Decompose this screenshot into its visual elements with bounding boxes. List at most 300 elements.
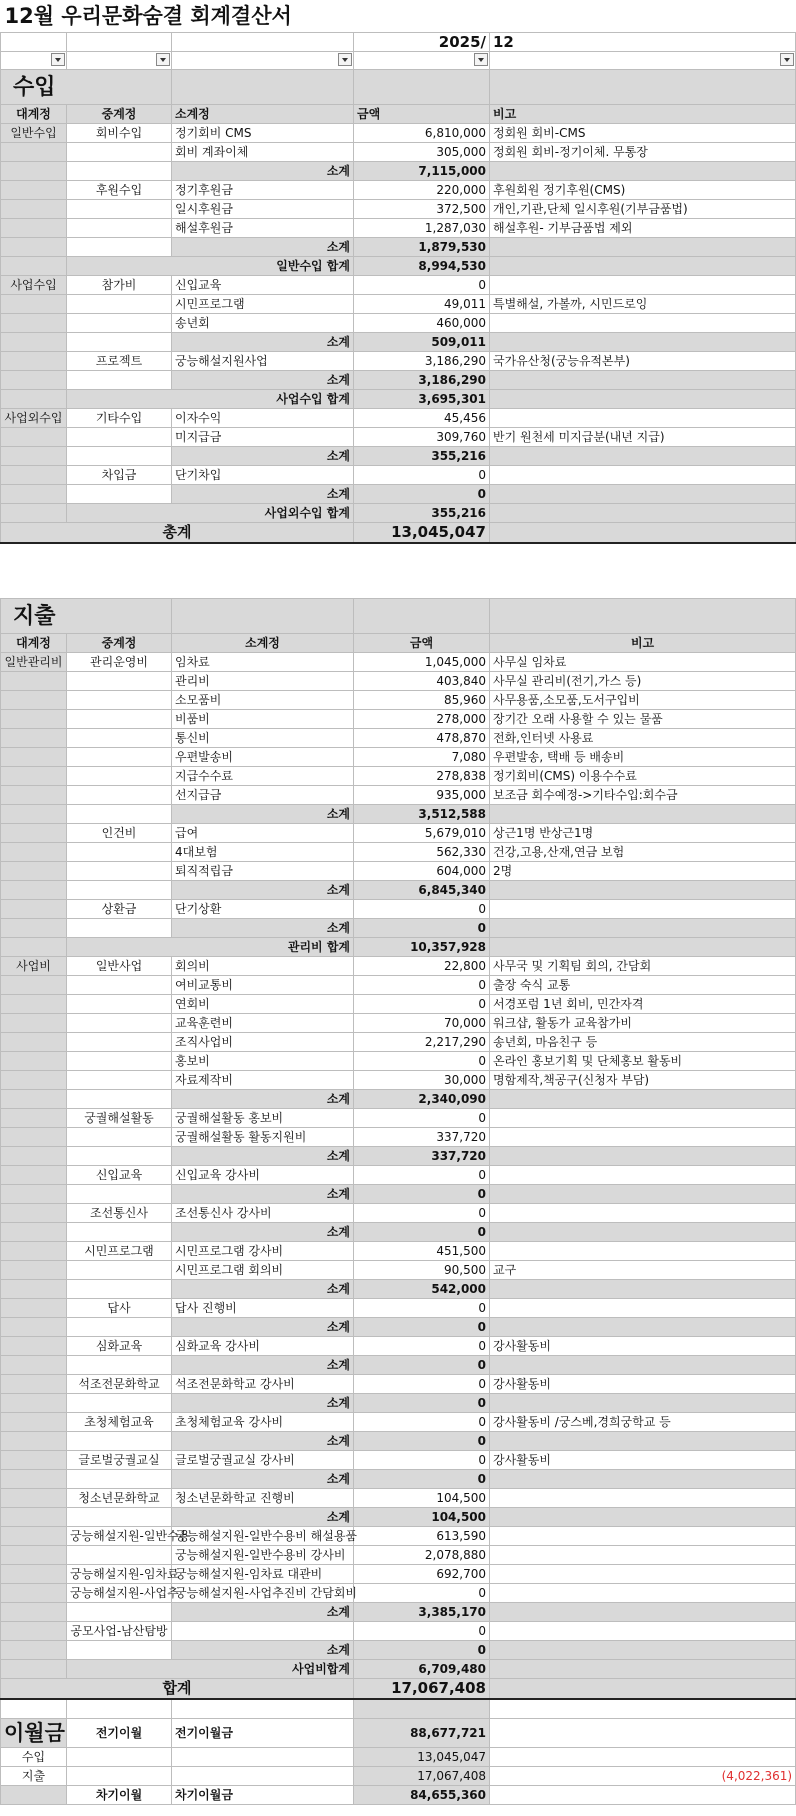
major-account[interactable] (1, 1318, 67, 1337)
amount[interactable]: 403,840 (354, 672, 490, 691)
col-minor-header[interactable]: 소계정 (172, 105, 354, 124)
amount[interactable]: 22,800 (354, 957, 490, 976)
amount[interactable]: 0 (354, 1299, 490, 1318)
subtotal-label[interactable]: 소계 (172, 1470, 354, 1489)
note[interactable]: 강사활동비 /궁스베,경희궁학교 등 (490, 1413, 796, 1432)
amount[interactable]: 0 (354, 1375, 490, 1394)
empty-cell[interactable] (490, 580, 796, 599)
major-account[interactable] (1, 1185, 67, 1204)
middle-account[interactable]: 궁궐해설활동 (67, 1109, 172, 1128)
major-account[interactable]: 사업비 (1, 957, 67, 976)
subtotal-amount[interactable]: 0 (354, 1641, 490, 1660)
major-account[interactable] (1, 1451, 67, 1470)
col-middle-header[interactable]: 중계정 (67, 105, 172, 124)
cell[interactable] (490, 70, 796, 105)
major-account[interactable] (1, 504, 67, 523)
minor-account[interactable]: 궁궐해설활동 활동지원비 (172, 1128, 354, 1147)
section-total-amount[interactable]: 6,709,480 (354, 1660, 490, 1679)
subtotal-amount[interactable]: 104,500 (354, 1508, 490, 1527)
middle-account[interactable] (67, 1071, 172, 1090)
empty-cell[interactable] (67, 562, 172, 580)
subtotal-amount[interactable]: 3,186,290 (354, 371, 490, 390)
minor-account[interactable]: 연회비 (172, 995, 354, 1014)
subtotal-amount[interactable]: 0 (354, 919, 490, 938)
major-account[interactable] (1, 1356, 67, 1375)
middle-account[interactable] (67, 805, 172, 824)
middle-account[interactable] (67, 995, 172, 1014)
middle-account[interactable] (67, 710, 172, 729)
col-note-header[interactable]: 비고 (490, 105, 796, 124)
amount[interactable]: 0 (354, 1622, 490, 1641)
middle-account[interactable]: 궁능해설지원-일반수용 (67, 1527, 172, 1546)
middle-account[interactable]: 인건비 (67, 824, 172, 843)
major-account[interactable] (1, 1413, 67, 1432)
grand-total-label[interactable]: 총계 (1, 523, 354, 544)
amount[interactable]: 451,500 (354, 1242, 490, 1261)
empty-cell[interactable] (354, 543, 490, 562)
middle-account[interactable]: 석조전문화학교 (67, 1375, 172, 1394)
subtotal-amount[interactable]: 509,011 (354, 333, 490, 352)
note[interactable]: 2명 (490, 862, 796, 881)
middle-account[interactable] (67, 1185, 172, 1204)
major-account[interactable] (1, 672, 67, 691)
minor-account[interactable]: 궁능해설지원-사업추진비 간담회비 (172, 1584, 354, 1603)
filter-dropdown-icon[interactable] (51, 53, 65, 66)
note[interactable] (490, 1204, 796, 1223)
subtotal-amount[interactable]: 0 (354, 1394, 490, 1413)
col-amount-header[interactable]: 금액 (354, 105, 490, 124)
note[interactable] (490, 466, 796, 485)
filter-dropdown-icon[interactable] (780, 53, 794, 66)
note[interactable] (490, 1622, 796, 1641)
note[interactable] (490, 1166, 796, 1185)
note[interactable] (490, 1660, 796, 1679)
major-account[interactable] (1, 805, 67, 824)
major-account[interactable] (1, 1603, 67, 1622)
subtotal-label[interactable]: 소계 (172, 1641, 354, 1660)
minor-account[interactable]: 회비 계좌이체 (172, 143, 354, 162)
subtotal-label[interactable]: 소계 (172, 333, 354, 352)
empty-cell[interactable] (490, 562, 796, 580)
middle-account[interactable]: 공모사업-남산탐방 (67, 1622, 172, 1641)
note[interactable] (490, 1242, 796, 1261)
note[interactable] (490, 238, 796, 257)
middle-account[interactable] (67, 1014, 172, 1033)
minor-account[interactable]: 궁능해설지원사업 (172, 352, 354, 371)
subtotal-amount[interactable]: 355,216 (354, 447, 490, 466)
minor-account[interactable]: 미지급금 (172, 428, 354, 447)
grand-total-amount[interactable]: 17,067,408 (354, 1679, 490, 1700)
amount[interactable]: 0 (354, 995, 490, 1014)
minor-account[interactable]: 일시후원금 (172, 200, 354, 219)
middle-account[interactable] (67, 238, 172, 257)
section-total-label[interactable]: 일반수입 합계 (67, 257, 354, 276)
major-account[interactable] (1, 843, 67, 862)
subtotal-amount[interactable]: 0 (354, 485, 490, 504)
empty-cell[interactable] (1, 580, 67, 599)
empty-cell[interactable] (354, 1699, 490, 1719)
middle-account[interactable] (67, 1603, 172, 1622)
note[interactable]: 송년회, 마음친구 등 (490, 1033, 796, 1052)
subtotal-amount[interactable]: 2,340,090 (354, 1090, 490, 1109)
amount[interactable]: 562,330 (354, 843, 490, 862)
major-account[interactable] (1, 181, 67, 200)
col-middle-header[interactable]: 중계정 (67, 634, 172, 653)
minor-account[interactable]: 시민프로그램 강사비 (172, 1242, 354, 1261)
minor-account[interactable]: 우편발송비 (172, 748, 354, 767)
note[interactable]: 정기회비(CMS) 이용수수료 (490, 767, 796, 786)
major-account[interactable] (1, 485, 67, 504)
subtotal-label[interactable]: 소계 (172, 1356, 354, 1375)
amount[interactable]: 6,810,000 (354, 124, 490, 143)
subtotal-amount[interactable]: 0 (354, 1223, 490, 1242)
section-total-amount[interactable]: 10,357,928 (354, 938, 490, 957)
empty-cell[interactable] (172, 1748, 354, 1767)
minor-account[interactable]: 지급수수료 (172, 767, 354, 786)
note[interactable] (490, 1489, 796, 1508)
subtotal-label[interactable]: 소계 (172, 1318, 354, 1337)
amount[interactable]: 0 (354, 976, 490, 995)
major-account[interactable] (1, 1280, 67, 1299)
minor-account[interactable]: 임차료 (172, 653, 354, 672)
subtotal-label[interactable]: 소계 (172, 1394, 354, 1413)
minor-account[interactable]: 이자수익 (172, 409, 354, 428)
note[interactable] (490, 919, 796, 938)
note[interactable]: 보조금 회수예정->기타수입:회수금 (490, 786, 796, 805)
subtotal-label[interactable]: 소계 (172, 162, 354, 181)
amount[interactable]: 0 (354, 1204, 490, 1223)
minor-account[interactable]: 4대보험 (172, 843, 354, 862)
cell[interactable] (172, 70, 354, 105)
middle-account[interactable]: 시민프로그램 (67, 1242, 172, 1261)
empty-cell[interactable] (172, 1767, 354, 1786)
empty-cell[interactable] (1, 543, 67, 562)
amount[interactable]: 613,590 (354, 1527, 490, 1546)
amount[interactable]: 0 (354, 900, 490, 919)
middle-account[interactable]: 후원수입 (67, 181, 172, 200)
minor-account[interactable]: 회의비 (172, 957, 354, 976)
middle-account[interactable] (67, 219, 172, 238)
amount[interactable]: 1,045,000 (354, 653, 490, 672)
amount[interactable]: 7,080 (354, 748, 490, 767)
middle-account[interactable] (67, 862, 172, 881)
note[interactable] (490, 1719, 796, 1748)
middle-account[interactable] (67, 1546, 172, 1565)
amount[interactable]: 5,679,010 (354, 824, 490, 843)
major-account[interactable] (1, 390, 67, 409)
amount[interactable]: 309,760 (354, 428, 490, 447)
note[interactable]: 전화,인터넷 사용료 (490, 729, 796, 748)
major-account[interactable] (1, 1432, 67, 1451)
filter-dropdown-icon[interactable] (338, 53, 352, 66)
note[interactable]: 출장 숙식 교통 (490, 976, 796, 995)
major-account[interactable] (1, 976, 67, 995)
note[interactable] (490, 1109, 796, 1128)
subtotal-label[interactable]: 소계 (172, 1280, 354, 1299)
note[interactable] (490, 371, 796, 390)
carry-income-amount[interactable]: 13,045,047 (354, 1748, 490, 1767)
major-account[interactable]: 일반수입 (1, 124, 67, 143)
major-account[interactable] (1, 352, 67, 371)
carry-section-title[interactable]: 이월금 (1, 1719, 67, 1748)
note[interactable] (490, 504, 796, 523)
amount[interactable]: 372,500 (354, 200, 490, 219)
note[interactable] (490, 1603, 796, 1622)
major-account[interactable] (1, 447, 67, 466)
major-account[interactable] (1, 710, 67, 729)
empty-cell[interactable] (67, 1699, 172, 1719)
major-account[interactable] (1, 786, 67, 805)
major-account[interactable] (1, 143, 67, 162)
note[interactable]: 사무실 임차료 (490, 653, 796, 672)
amount[interactable]: 460,000 (354, 314, 490, 333)
carry-prev-label[interactable]: 전기이월 (67, 1719, 172, 1748)
empty-cell[interactable] (490, 543, 796, 562)
minor-account[interactable] (172, 1622, 354, 1641)
minor-account[interactable]: 글로벌궁궐교실 강사비 (172, 1451, 354, 1470)
amount[interactable]: 45,456 (354, 409, 490, 428)
subtotal-label[interactable]: 소계 (172, 1185, 354, 1204)
minor-account[interactable]: 궁능해설지원-일반수용비 해설용품 (172, 1527, 354, 1546)
major-account[interactable] (1, 1337, 67, 1356)
empty-cell[interactable] (172, 1699, 354, 1719)
major-account[interactable] (1, 824, 67, 843)
major-account[interactable] (1, 1660, 67, 1679)
major-account[interactable] (1, 729, 67, 748)
empty-cell[interactable] (490, 1699, 796, 1719)
note[interactable] (490, 314, 796, 333)
major-account[interactable]: 사업수입 (1, 276, 67, 295)
middle-account[interactable]: 차입금 (67, 466, 172, 485)
middle-account[interactable] (67, 333, 172, 352)
grand-total-amount[interactable]: 13,045,047 (354, 523, 490, 544)
subtotal-amount[interactable]: 1,879,530 (354, 238, 490, 257)
middle-account[interactable] (67, 371, 172, 390)
major-account[interactable] (1, 919, 67, 938)
note[interactable]: 정회원 회비-정기이체. 무통장 (490, 143, 796, 162)
minor-account[interactable]: 송년회 (172, 314, 354, 333)
note[interactable] (490, 1128, 796, 1147)
note[interactable] (490, 1679, 796, 1700)
cell[interactable] (354, 599, 490, 634)
section-total-label[interactable]: 사업수입 합계 (67, 390, 354, 409)
middle-account[interactable] (67, 729, 172, 748)
major-account[interactable] (1, 1109, 67, 1128)
major-account[interactable] (1, 862, 67, 881)
note[interactable]: 특별해설, 가볼까, 시민드로잉 (490, 295, 796, 314)
major-account[interactable] (1, 1223, 67, 1242)
major-account[interactable] (1, 1128, 67, 1147)
note[interactable] (490, 1432, 796, 1451)
col-major-header[interactable]: 대계정 (1, 634, 67, 653)
note[interactable] (490, 805, 796, 824)
amount[interactable]: 935,000 (354, 786, 490, 805)
minor-account[interactable]: 단기차입 (172, 466, 354, 485)
note[interactable]: 해설후원- 기부금품법 제외 (490, 219, 796, 238)
middle-account[interactable]: 궁능해설지원-사업추 (67, 1584, 172, 1603)
carry-expense-amount[interactable]: 17,067,408 (354, 1767, 490, 1786)
middle-account[interactable] (67, 1470, 172, 1489)
carry-next-amount[interactable]: 84,655,360 (354, 1786, 490, 1805)
note[interactable]: 후원회원 정기후원(CMS) (490, 181, 796, 200)
middle-account[interactable]: 초청체험교육 (67, 1413, 172, 1432)
middle-account[interactable]: 참가비 (67, 276, 172, 295)
middle-account[interactable]: 답사 (67, 1299, 172, 1318)
middle-account[interactable] (67, 1147, 172, 1166)
subtotal-label[interactable]: 소계 (172, 1223, 354, 1242)
note[interactable] (490, 1318, 796, 1337)
middle-account[interactable] (67, 672, 172, 691)
note[interactable]: 사무실 관리비(전기,가스 등) (490, 672, 796, 691)
note[interactable] (490, 390, 796, 409)
amount[interactable]: 70,000 (354, 1014, 490, 1033)
note[interactable]: 명함제작,책공구(신청자 부담) (490, 1071, 796, 1090)
empty-cell[interactable] (1, 562, 67, 580)
middle-account[interactable] (67, 976, 172, 995)
empty-cell[interactable] (67, 543, 172, 562)
minor-account[interactable]: 비품비 (172, 710, 354, 729)
middle-account[interactable]: 신입교육 (67, 1166, 172, 1185)
subtotal-label[interactable]: 소계 (172, 485, 354, 504)
minor-account[interactable]: 통신비 (172, 729, 354, 748)
note[interactable]: 교구 (490, 1261, 796, 1280)
major-account[interactable] (1, 200, 67, 219)
middle-account[interactable] (67, 1033, 172, 1052)
cell[interactable] (172, 599, 354, 634)
note[interactable] (490, 1508, 796, 1527)
note[interactable] (490, 881, 796, 900)
middle-account[interactable] (67, 295, 172, 314)
empty-cell[interactable] (67, 580, 172, 599)
middle-account[interactable] (67, 881, 172, 900)
note[interactable] (490, 333, 796, 352)
note[interactable] (490, 485, 796, 504)
col-amount-header[interactable]: 금액 (354, 634, 490, 653)
subtotal-label[interactable]: 소계 (172, 1508, 354, 1527)
middle-account[interactable] (67, 1128, 172, 1147)
note[interactable]: 반기 원천세 미지급분(내년 지급) (490, 428, 796, 447)
col-minor-header[interactable]: 소계정 (172, 634, 354, 653)
minor-account[interactable]: 여비교통비 (172, 976, 354, 995)
major-account[interactable] (1, 428, 67, 447)
empty-cell[interactable] (1, 1699, 67, 1719)
major-account[interactable]: 사업외수입 (1, 409, 67, 428)
middle-account[interactable] (67, 1318, 172, 1337)
section-total-label[interactable]: 사업외수입 합계 (67, 504, 354, 523)
note[interactable] (490, 1299, 796, 1318)
carry-prev-amount[interactable]: 88,677,721 (354, 1719, 490, 1748)
amount[interactable]: 0 (354, 1166, 490, 1185)
minor-account[interactable]: 교육훈련비 (172, 1014, 354, 1033)
note[interactable] (490, 162, 796, 181)
subtotal-amount[interactable]: 7,115,000 (354, 162, 490, 181)
note[interactable]: 국가유산청(궁능유적본부) (490, 352, 796, 371)
carry-next-sublabel[interactable]: 차기이월금 (172, 1786, 354, 1805)
major-account[interactable] (1, 1470, 67, 1489)
middle-account[interactable]: 프로젝트 (67, 352, 172, 371)
subtotal-amount[interactable]: 0 (354, 1318, 490, 1337)
note[interactable] (490, 1280, 796, 1299)
middle-account[interactable] (67, 447, 172, 466)
subtotal-label[interactable]: 소계 (172, 1603, 354, 1622)
middle-account[interactable] (67, 843, 172, 862)
minor-account[interactable]: 궁능해설지원-일반수용비 강사비 (172, 1546, 354, 1565)
subtotal-amount[interactable]: 0 (354, 1470, 490, 1489)
major-account[interactable] (1, 1299, 67, 1318)
middle-account[interactable] (67, 162, 172, 181)
minor-account[interactable]: 심화교육 강사비 (172, 1337, 354, 1356)
section-total-amount[interactable]: 8,994,530 (354, 257, 490, 276)
middle-account[interactable]: 관리운영비 (67, 653, 172, 672)
middle-account[interactable] (67, 1356, 172, 1375)
middle-account[interactable] (67, 428, 172, 447)
subtotal-amount[interactable]: 542,000 (354, 1280, 490, 1299)
middle-account[interactable] (67, 919, 172, 938)
amount[interactable]: 478,870 (354, 729, 490, 748)
major-account[interactable] (1, 1052, 67, 1071)
subtotal-amount[interactable]: 3,512,588 (354, 805, 490, 824)
minor-account[interactable]: 시민프로그램 (172, 295, 354, 314)
minor-account[interactable]: 신입교육 (172, 276, 354, 295)
major-account[interactable] (1, 1204, 67, 1223)
note[interactable] (490, 1356, 796, 1375)
middle-account[interactable]: 일반사업 (67, 957, 172, 976)
amount[interactable]: 278,000 (354, 710, 490, 729)
subtotal-amount[interactable]: 0 (354, 1185, 490, 1204)
middle-account[interactable] (67, 1223, 172, 1242)
major-account[interactable] (1, 1489, 67, 1508)
amount[interactable]: 49,011 (354, 295, 490, 314)
subtotal-amount[interactable]: 337,720 (354, 1147, 490, 1166)
major-account[interactable] (1, 295, 67, 314)
subtotal-label[interactable]: 소계 (172, 371, 354, 390)
amount[interactable]: 0 (354, 1451, 490, 1470)
filter-dropdown-icon[interactable] (474, 53, 488, 66)
minor-account[interactable]: 석조전문화학교 강사비 (172, 1375, 354, 1394)
minor-account[interactable]: 정기회비 CMS (172, 124, 354, 143)
section-total-label[interactable]: 사업비합계 (67, 1660, 354, 1679)
amount[interactable]: 85,960 (354, 691, 490, 710)
section-total-amount[interactable]: 3,695,301 (354, 390, 490, 409)
section-total-amount[interactable]: 355,216 (354, 504, 490, 523)
middle-account[interactable] (67, 1261, 172, 1280)
amount[interactable]: 278,838 (354, 767, 490, 786)
middle-account[interactable]: 상환금 (67, 900, 172, 919)
major-account[interactable] (1, 938, 67, 957)
note[interactable] (490, 1090, 796, 1109)
note[interactable] (490, 447, 796, 466)
note[interactable]: 건강,고용,산재,연금 보험 (490, 843, 796, 862)
empty-cell[interactable] (172, 580, 354, 599)
amount[interactable]: 2,078,880 (354, 1546, 490, 1565)
note[interactable]: 강사활동비 (490, 1451, 796, 1470)
subtotal-label[interactable]: 소계 (172, 1432, 354, 1451)
middle-account[interactable] (67, 748, 172, 767)
major-account[interactable] (1, 1508, 67, 1527)
amount[interactable]: 0 (354, 1413, 490, 1432)
note[interactable] (490, 1185, 796, 1204)
minor-account[interactable]: 청소년문화학교 진행비 (172, 1489, 354, 1508)
minor-account[interactable]: 단기상환 (172, 900, 354, 919)
minor-account[interactable]: 급여 (172, 824, 354, 843)
note[interactable]: 강사활동비 (490, 1337, 796, 1356)
amount[interactable]: 104,500 (354, 1489, 490, 1508)
cell[interactable] (490, 599, 796, 634)
carry-next-label[interactable]: 차기이월 (67, 1786, 172, 1805)
empty-cell[interactable] (1, 1786, 67, 1805)
amount[interactable]: 3,186,290 (354, 352, 490, 371)
note[interactable] (490, 1527, 796, 1546)
